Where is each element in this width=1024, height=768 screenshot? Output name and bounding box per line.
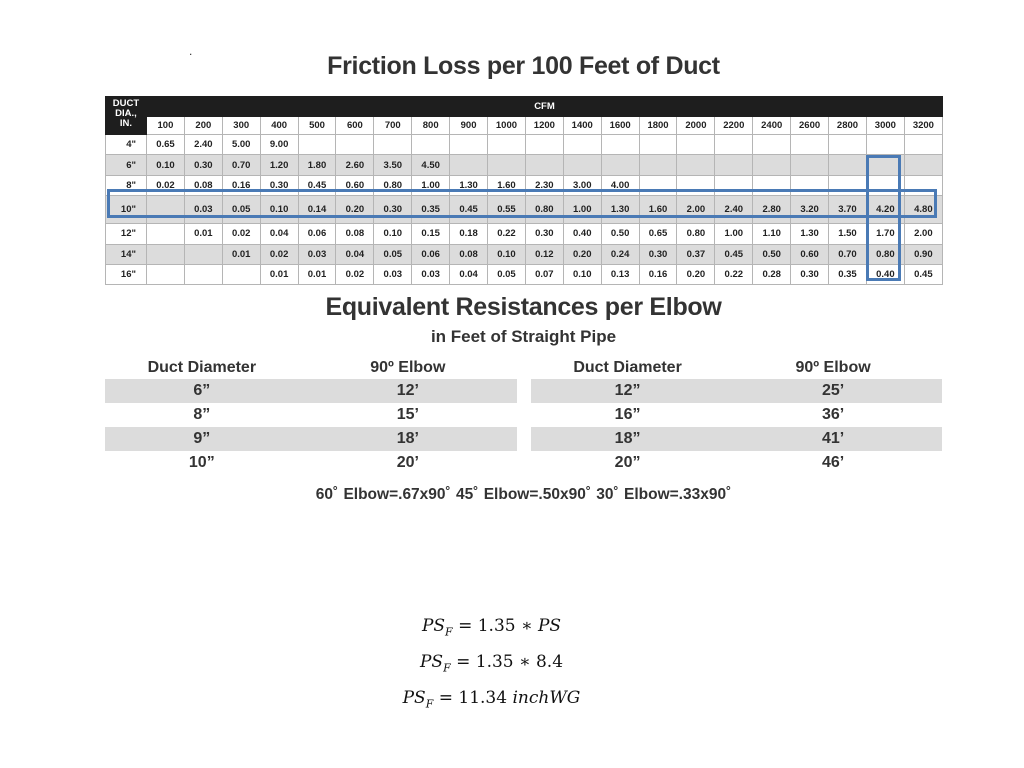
friction-value-cell: [639, 155, 677, 175]
friction-value-cell: 0.05: [374, 244, 412, 264]
duct-dia-label: 4": [106, 135, 147, 155]
elbow-equivalent-cell: 12’: [299, 379, 517, 403]
cfm-value-cell: 2400: [753, 117, 791, 135]
friction-value-cell: 1.70: [866, 224, 904, 244]
friction-value-cell: [488, 135, 526, 155]
friction-value-cell: 0.03: [298, 244, 336, 264]
elbow-row: [105, 403, 517, 427]
duct-diameter-cell: 8”: [193, 406, 211, 423]
elbow-table-left: [105, 356, 517, 475]
cfm-value-cell: 100: [147, 117, 185, 135]
friction-value-cell: 1.60: [639, 196, 677, 224]
duct-diameter-cell: 12”: [531, 379, 724, 403]
duct-dia-label: 10": [106, 196, 147, 224]
friction-value-cell: 0.16: [222, 175, 260, 195]
friction-value-cell: [904, 175, 942, 195]
friction-value-cell: 0.01: [298, 264, 336, 284]
friction-value-cell: 0.30: [525, 224, 563, 244]
friction-value-cell: 0.80: [525, 196, 563, 224]
cfm-value-cell: 300: [222, 117, 260, 135]
friction-loss-table: [105, 96, 943, 285]
cfm-value-cell: 2800: [829, 117, 867, 135]
equation-3-lhs: PS: [402, 688, 426, 708]
duct-diameter-header: Duct Diameter: [147, 358, 257, 376]
friction-value-cell: 0.35: [412, 196, 450, 224]
friction-value-cell: 0.01: [260, 264, 298, 284]
friction-value-cell: 0.80: [866, 244, 904, 264]
friction-value-cell: 0.40: [866, 264, 904, 284]
friction-value-cell: [374, 135, 412, 155]
friction-value-cell: [677, 175, 715, 195]
friction-value-cell: 0.04: [336, 244, 374, 264]
friction-value-cell: 3.00: [563, 175, 601, 195]
friction-value-cell: [450, 135, 488, 155]
elbow-angle-note: 60˚ Elbow=.67x90˚ 45˚ Elbow=.50x90˚ 30˚ Elbow=.33x90˚: [315, 486, 732, 503]
friction-value-cell: [866, 155, 904, 175]
friction-value-cell: 9.00: [260, 135, 298, 155]
duct-header-line: DUCT: [112, 98, 140, 109]
friction-value-cell: [298, 135, 336, 155]
cfm-value-cell: 1000: [488, 117, 526, 135]
friction-value-cell: 0.20: [336, 196, 374, 224]
friction-value-cell: [601, 135, 639, 155]
friction-value-cell: 0.28: [753, 264, 791, 284]
elbow-row: [105, 379, 517, 403]
equation-3-sub: F: [425, 697, 434, 711]
cfm-value-cell: 3200: [904, 117, 942, 135]
friction-value-cell: 0.18: [450, 224, 488, 244]
friction-value-cell: 1.60: [488, 175, 526, 195]
friction-value-cell: 0.04: [450, 264, 488, 284]
equation-2-sub: F: [443, 661, 451, 675]
equation-1-sub: F: [445, 625, 453, 639]
elbow-90-header: 90º Elbow: [370, 358, 446, 376]
friction-row: [106, 175, 943, 195]
friction-value-cell: 1.30: [791, 224, 829, 244]
cfm-header-row: [106, 97, 943, 117]
friction-value-cell: 0.01: [222, 244, 260, 264]
cfm-value-cell: 200: [184, 117, 222, 135]
friction-value-cell: 0.24: [601, 244, 639, 264]
friction-value-cell: [791, 155, 829, 175]
equation-1: [0, 616, 983, 638]
friction-value-cell: 4.50: [412, 155, 450, 175]
friction-value-cell: 0.40: [563, 224, 601, 244]
friction-value-cell: [525, 155, 563, 175]
duct-dia-label: 6": [106, 155, 147, 175]
friction-value-cell: 0.70: [829, 244, 867, 264]
elbow-row: [531, 403, 942, 427]
friction-value-cell: 0.80: [677, 224, 715, 244]
friction-value-cell: 2.00: [677, 196, 715, 224]
duct-diameter-cell: 18”: [531, 427, 724, 451]
friction-value-cell: 0.06: [412, 244, 450, 264]
friction-value-cell: [904, 155, 942, 175]
friction-value-cell: 4.20: [866, 196, 904, 224]
cfm-value-cell: 900: [450, 117, 488, 135]
friction-value-cell: 0.04: [260, 224, 298, 244]
friction-value-cell: [222, 264, 260, 284]
elbow-equivalent-cell: 46’: [821, 454, 845, 471]
cfm-value-cell: 700: [374, 117, 412, 135]
equation-1-tail: PS: [537, 616, 562, 636]
friction-value-cell: 0.30: [639, 244, 677, 264]
cfm-value-cell: 400: [260, 117, 298, 135]
elbow-equivalent-cell: 25’: [724, 379, 942, 403]
friction-value-cell: 4.00: [601, 175, 639, 195]
friction-value-cell: 2.40: [715, 196, 753, 224]
friction-value-cell: [147, 244, 185, 264]
duct-diameter-cell: 10”: [188, 454, 215, 471]
friction-value-cell: [147, 196, 185, 224]
friction-value-cell: [677, 135, 715, 155]
friction-value-cell: 0.80: [374, 175, 412, 195]
elbow-row: [531, 379, 942, 403]
duct-dia-header: [106, 97, 147, 135]
friction-value-cell: 0.65: [639, 224, 677, 244]
friction-value-cell: 1.00: [412, 175, 450, 195]
friction-value-cell: 0.02: [260, 244, 298, 264]
cfm-value-cell: 1400: [563, 117, 601, 135]
elbow-header-row: [531, 356, 942, 379]
cfm-value-cell: 800: [412, 117, 450, 135]
friction-value-cell: 0.02: [336, 264, 374, 284]
friction-value-cell: [791, 135, 829, 155]
friction-value-cell: 0.50: [601, 224, 639, 244]
friction-value-cell: 0.03: [374, 264, 412, 284]
friction-value-cell: [412, 135, 450, 155]
elbow-row: [105, 451, 517, 475]
friction-value-cell: 1.50: [829, 224, 867, 244]
friction-value-cell: 1.80: [298, 155, 336, 175]
friction-value-cell: 0.45: [298, 175, 336, 195]
friction-value-cell: [715, 175, 753, 195]
equation-3-rhs: = 11.34: [438, 688, 513, 708]
duct-diameter-cell: 6”: [105, 379, 299, 403]
duct-dia-label: 8": [106, 175, 147, 195]
friction-value-cell: 3.50: [374, 155, 412, 175]
friction-value-cell: [753, 135, 791, 155]
equation-2-lhs: PS: [419, 652, 444, 672]
friction-value-cell: 0.65: [147, 135, 185, 155]
friction-value-cell: [525, 135, 563, 155]
friction-row: [106, 244, 943, 264]
equation-3: [0, 688, 983, 710]
friction-value-cell: 3.20: [791, 196, 829, 224]
friction-value-cell: 0.10: [260, 196, 298, 224]
friction-value-cell: [147, 224, 185, 244]
cfm-value-cell: 500: [298, 117, 336, 135]
friction-value-cell: 0.35: [829, 264, 867, 284]
cfm-value-cell: 3000: [866, 117, 904, 135]
friction-value-cell: 0.15: [412, 224, 450, 244]
duct-diameter-cell: 9”: [105, 427, 299, 451]
friction-value-cell: 0.08: [184, 175, 222, 195]
duct-diameter-cell: 16”: [614, 406, 641, 423]
elbow-equivalent-cell: 15’: [396, 406, 419, 423]
friction-value-cell: 1.10: [753, 224, 791, 244]
equation-2-rhs: = 1.35 ∗ 8.4: [456, 652, 564, 672]
friction-value-cell: 0.16: [639, 264, 677, 284]
elbow-row: [105, 427, 517, 451]
friction-value-cell: 0.07: [525, 264, 563, 284]
friction-value-cell: [336, 135, 374, 155]
friction-value-cell: 1.20: [260, 155, 298, 175]
duct-diameter-cell: 20”: [614, 454, 641, 471]
friction-value-cell: 0.30: [374, 196, 412, 224]
friction-value-cell: 0.03: [184, 196, 222, 224]
duct-header-line: IN.: [119, 118, 133, 129]
cfm-value-cell: 600: [336, 117, 374, 135]
friction-value-cell: [184, 244, 222, 264]
elbow-equivalent-cell: 20’: [396, 454, 419, 471]
friction-value-cell: 0.45: [715, 244, 753, 264]
friction-value-cell: 0.90: [904, 244, 942, 264]
friction-value-cell: 0.50: [753, 244, 791, 264]
friction-value-cell: [829, 175, 867, 195]
friction-value-cell: 0.10: [563, 264, 601, 284]
friction-title: Friction Loss per 100 Feet of Duct: [327, 52, 720, 80]
friction-value-cell: 2.30: [525, 175, 563, 195]
friction-value-cell: 1.00: [563, 196, 601, 224]
friction-value-cell: 1.30: [601, 196, 639, 224]
friction-value-cell: 0.08: [336, 224, 374, 244]
friction-value-cell: 1.00: [715, 224, 753, 244]
friction-value-cell: [866, 175, 904, 195]
friction-value-cell: 0.30: [184, 155, 222, 175]
cfm-value-cell: 2600: [791, 117, 829, 135]
friction-value-cell: 0.10: [488, 244, 526, 264]
friction-value-cell: 0.70: [222, 155, 260, 175]
friction-value-cell: 0.05: [222, 196, 260, 224]
friction-row: [106, 264, 943, 284]
friction-value-cell: 2.00: [904, 224, 942, 244]
friction-value-cell: [563, 135, 601, 155]
friction-value-cell: [450, 155, 488, 175]
friction-value-cell: [601, 155, 639, 175]
friction-value-cell: 0.30: [791, 264, 829, 284]
friction-row: [106, 155, 943, 175]
friction-value-cell: [639, 135, 677, 155]
friction-value-cell: 0.22: [488, 224, 526, 244]
friction-value-cell: 0.30: [260, 175, 298, 195]
cfm-value-cell: 1800: [639, 117, 677, 135]
elbow-title: Equivalent Resistances per Elbow: [325, 293, 722, 321]
friction-value-cell: 3.70: [829, 196, 867, 224]
friction-value-cell: 0.02: [147, 175, 185, 195]
elbow-equivalent-cell: 18’: [299, 427, 517, 451]
friction-value-cell: [563, 155, 601, 175]
friction-value-cell: [791, 175, 829, 195]
friction-value-cell: [715, 135, 753, 155]
friction-row: [106, 135, 943, 155]
friction-value-cell: 4.80: [904, 196, 942, 224]
cfm-value-cell: 1200: [525, 117, 563, 135]
friction-value-cell: 0.60: [791, 244, 829, 264]
cfm-values-row: [106, 117, 943, 135]
friction-value-cell: 0.45: [904, 264, 942, 284]
friction-value-cell: 0.12: [525, 244, 563, 264]
equation-1-lhs: PS: [421, 616, 446, 636]
elbow-90-header: 90º Elbow: [795, 358, 871, 376]
cfm-value-cell: 2200: [715, 117, 753, 135]
friction-value-cell: [715, 155, 753, 175]
friction-value-cell: [639, 175, 677, 195]
friction-value-cell: 2.80: [753, 196, 791, 224]
friction-value-cell: 0.55: [488, 196, 526, 224]
friction-value-cell: 0.37: [677, 244, 715, 264]
friction-value-cell: 0.14: [298, 196, 336, 224]
friction-value-cell: 0.45: [450, 196, 488, 224]
equation-3-tail: inchWG: [512, 688, 581, 708]
friction-value-cell: 0.03: [412, 264, 450, 284]
friction-value-cell: 0.20: [677, 264, 715, 284]
elbow-row: [531, 451, 942, 475]
friction-row: [106, 224, 943, 244]
friction-value-cell: [904, 135, 942, 155]
friction-value-cell: [753, 155, 791, 175]
friction-value-cell: 0.10: [374, 224, 412, 244]
friction-value-cell: [753, 175, 791, 195]
friction-value-cell: 2.60: [336, 155, 374, 175]
friction-value-cell: [184, 264, 222, 284]
friction-table-container: [105, 96, 942, 285]
cfm-value-cell: 1600: [601, 117, 639, 135]
friction-value-cell: 0.20: [563, 244, 601, 264]
elbow-subtitle: in Feet of Straight Pipe: [430, 327, 617, 346]
friction-value-cell: 0.06: [298, 224, 336, 244]
friction-value-cell: 0.22: [715, 264, 753, 284]
friction-value-cell: 5.00: [222, 135, 260, 155]
friction-value-cell: 0.10: [147, 155, 185, 175]
duct-diameter-header: Duct Diameter: [573, 358, 682, 376]
elbow-table-right: [531, 356, 942, 475]
friction-value-cell: 0.13: [601, 264, 639, 284]
friction-row: [106, 196, 943, 224]
friction-value-cell: 0.60: [336, 175, 374, 195]
friction-value-cell: 1.30: [450, 175, 488, 195]
duct-dia-label: 12": [106, 224, 147, 244]
friction-value-cell: 0.02: [222, 224, 260, 244]
friction-value-cell: [866, 135, 904, 155]
friction-value-cell: 0.08: [450, 244, 488, 264]
stray-dot: .: [189, 44, 193, 58]
friction-value-cell: [147, 264, 185, 284]
elbow-header-row: [105, 356, 517, 379]
friction-value-cell: 0.05: [488, 264, 526, 284]
elbow-equivalent-cell: 36’: [821, 406, 845, 423]
elbow-row: [531, 427, 942, 451]
equation-2: [0, 652, 983, 674]
duct-header-line: DIA.,: [115, 108, 137, 119]
equation-1-rhs: = 1.35 ∗: [458, 616, 538, 636]
friction-value-cell: [829, 155, 867, 175]
friction-value-cell: 0.01: [184, 224, 222, 244]
cfm-value-cell: 2000: [677, 117, 715, 135]
elbow-equivalent-cell: 41’: [724, 427, 942, 451]
friction-value-cell: [829, 135, 867, 155]
cfm-label: CFM: [147, 97, 943, 117]
friction-value-cell: [677, 155, 715, 175]
duct-dia-label: 16": [106, 264, 147, 284]
friction-value-cell: 2.40: [184, 135, 222, 155]
duct-dia-label: 14": [106, 244, 147, 264]
friction-value-cell: [488, 155, 526, 175]
